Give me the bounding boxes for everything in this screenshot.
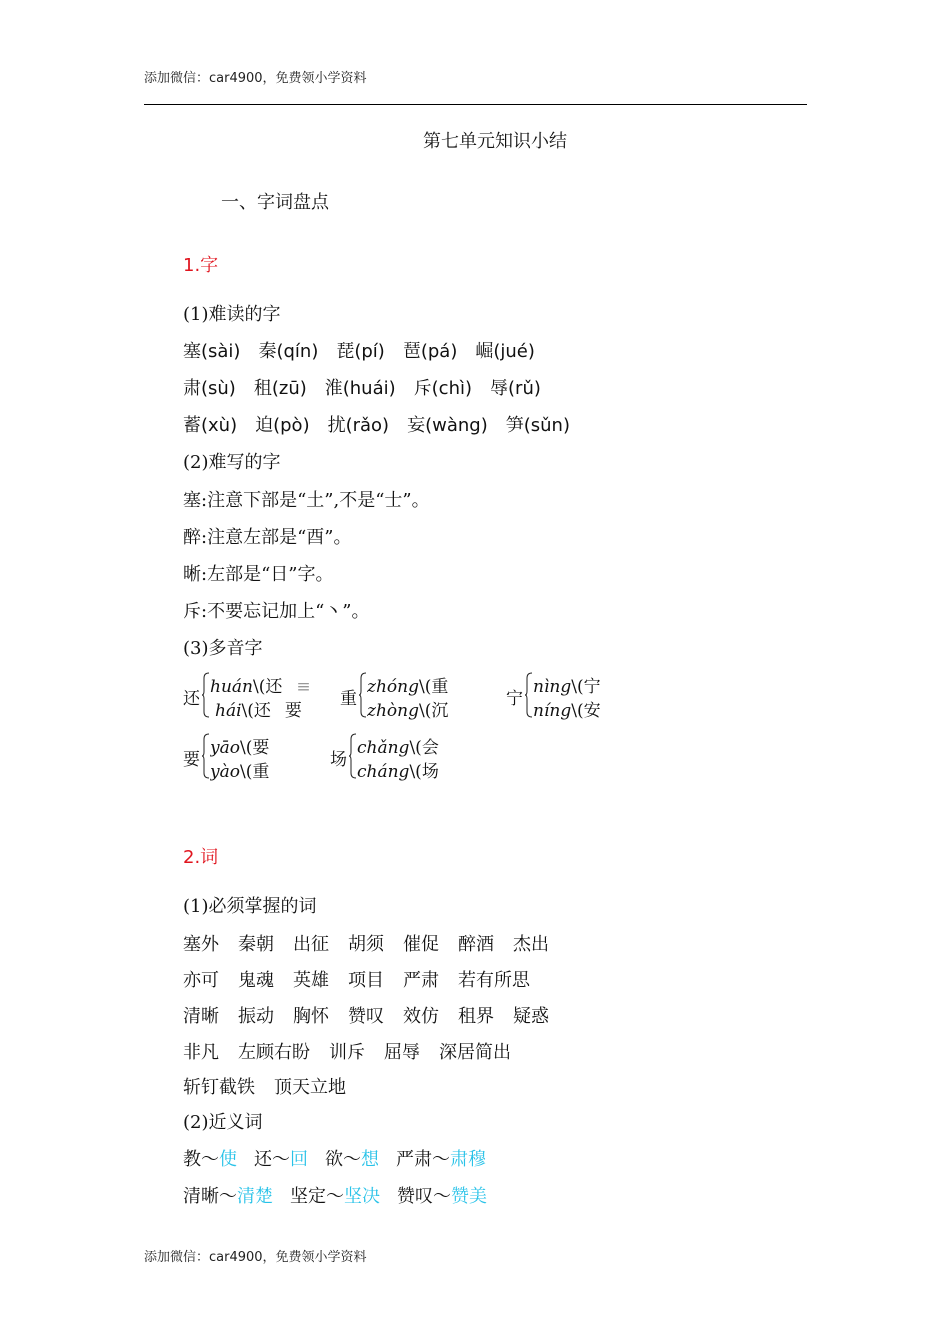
header-rule (144, 104, 807, 105)
synonym-pair: 清晰～清楚 (183, 1186, 273, 1207)
brace-icon (359, 672, 367, 718)
char-item: 淮(huái) (324, 378, 396, 399)
page-header: 添加微信：car4900，免费领小学资料 (144, 71, 367, 86)
polyphone-group: 要 yāo\(要 yào\(重 (183, 733, 313, 781)
word-item: 严肃 (403, 970, 439, 991)
write-note: 塞:注意下部是“土”,不是“士”。 (183, 490, 430, 511)
char-item: 肃(sù) (183, 378, 236, 399)
polyphone-char: 要 (183, 750, 200, 770)
char-item: 斥(chì) (413, 378, 473, 399)
char-item: 笋(sǔn) (505, 415, 570, 436)
word-item: 效仿 (403, 1006, 439, 1027)
word-item: 醉酒 (458, 934, 494, 955)
synonym-pair: 教～使 (183, 1149, 237, 1170)
polyphone-char: 场 (330, 750, 347, 770)
word-item: 胸怀 (293, 1006, 329, 1027)
synonym-pair: 严肃～肃穆 (396, 1149, 486, 1170)
pinyin-row (183, 374, 559, 400)
word-row (183, 930, 568, 956)
char-item: 扰(rǎo) (327, 415, 390, 436)
word-item: 项目 (348, 970, 384, 991)
brace-icon (525, 672, 533, 718)
word-item: 清晰 (183, 1006, 219, 1027)
word-row (183, 1002, 568, 1028)
char-item: 秦(qín) (258, 341, 319, 362)
char-item: 琵(pí) (336, 341, 385, 362)
page-footer: 添加微信：car4900，免费领小学资料 (144, 1250, 367, 1265)
word-item: 亦可 (183, 970, 219, 991)
polyphone-char: 还 (183, 689, 200, 709)
synonyms-label: (2)近义词 (183, 1112, 263, 1133)
write-note: 晰:左部是“日”字。 (183, 564, 334, 585)
word-item: 胡须 (348, 934, 384, 955)
word-item: 催促 (403, 934, 439, 955)
char-item: 妄(wàng) (407, 415, 488, 436)
word-item: 深居简出 (439, 1042, 511, 1063)
word-item: 出征 (293, 934, 329, 955)
word-item: 英雄 (293, 970, 329, 991)
synonym-pair: 坚定～坚决 (290, 1186, 380, 1207)
polyphone-group: 还 huán\(还 ≡ hái\(还 要 (183, 672, 323, 720)
synonym-answer: 回 (290, 1149, 308, 1170)
word-item: 租界 (458, 1006, 494, 1027)
polyphone-label: (3)多音字 (183, 638, 263, 659)
word-item: 屈辱 (384, 1042, 420, 1063)
words-heading: 2.词 (183, 847, 219, 868)
char-item: 租(zū) (253, 378, 307, 399)
brace-icon (202, 733, 210, 779)
synonym-answer: 赞美 (451, 1186, 487, 1207)
synonym-pair: 欲～想 (325, 1149, 379, 1170)
section-heading: 一、字词盘点 (221, 192, 329, 213)
word-item: 杰出 (513, 934, 549, 955)
synonym-row (183, 1145, 503, 1171)
polyphone-group: 重 zhóng\(重 zhòng\(沉 (340, 672, 465, 720)
polyphone-char: 宁 (506, 689, 523, 709)
word-item: 斩钉截铁 (183, 1077, 255, 1098)
synonym-answer: 想 (361, 1149, 379, 1170)
word-item: 塞外 (183, 934, 219, 955)
page-title: 第七单元知识小结 (423, 131, 567, 152)
synonym-answer: 肃穆 (450, 1149, 486, 1170)
word-item: 振动 (238, 1006, 274, 1027)
char-item: 迫(pò) (255, 415, 310, 436)
pinyin-row (183, 337, 553, 363)
synonym-row (183, 1182, 504, 1208)
brace-icon (349, 733, 357, 779)
word-row (183, 966, 549, 992)
word-item: 顶天立地 (274, 1077, 346, 1098)
polyphone-group: 场 chǎng\(会 cháng\(场 (330, 733, 480, 781)
synonym-pair: 还～回 (254, 1149, 308, 1170)
word-item: 赞叹 (348, 1006, 384, 1027)
char-item: 崛(jué) (475, 341, 535, 362)
word-item: 非凡 (183, 1042, 219, 1063)
char-item: 辱(rǔ) (490, 378, 541, 399)
synonym-answer: 使 (219, 1149, 237, 1170)
write-note: 醉:注意左部是“酉”。 (183, 527, 352, 548)
brace-icon (202, 672, 210, 718)
synonym-answer: 坚决 (344, 1186, 380, 1207)
word-item: 训斥 (329, 1042, 365, 1063)
word-row (183, 1038, 530, 1064)
word-row (183, 1073, 365, 1099)
word-item: 若有所思 (458, 970, 530, 991)
synonym-answer: 清楚 (237, 1186, 273, 1207)
word-item: 秦朝 (238, 934, 274, 955)
char-item: 蓄(xù) (183, 415, 238, 436)
synonym-pair: 赞叹～赞美 (397, 1186, 487, 1207)
must-master-label: (1)必须掌握的词 (183, 896, 317, 917)
word-item: 鬼魂 (238, 970, 274, 991)
difficult-write-label: (2)难写的字 (183, 452, 281, 473)
write-note: 斥:不要忘记加上“丶”。 (183, 601, 370, 622)
chars-heading: 1.字 (183, 255, 219, 276)
char-item: 塞(sài) (183, 341, 241, 362)
polyphone-char: 重 (340, 689, 357, 709)
char-item: 琶(pá) (402, 341, 458, 362)
pinyin-row (183, 411, 588, 437)
word-item: 左顾右盼 (238, 1042, 310, 1063)
difficult-read-label: (1)难读的字 (183, 304, 281, 325)
polyphone-group: 宁 nìng\(宁 níng\(安 (506, 672, 641, 720)
word-item: 疑惑 (513, 1006, 549, 1027)
